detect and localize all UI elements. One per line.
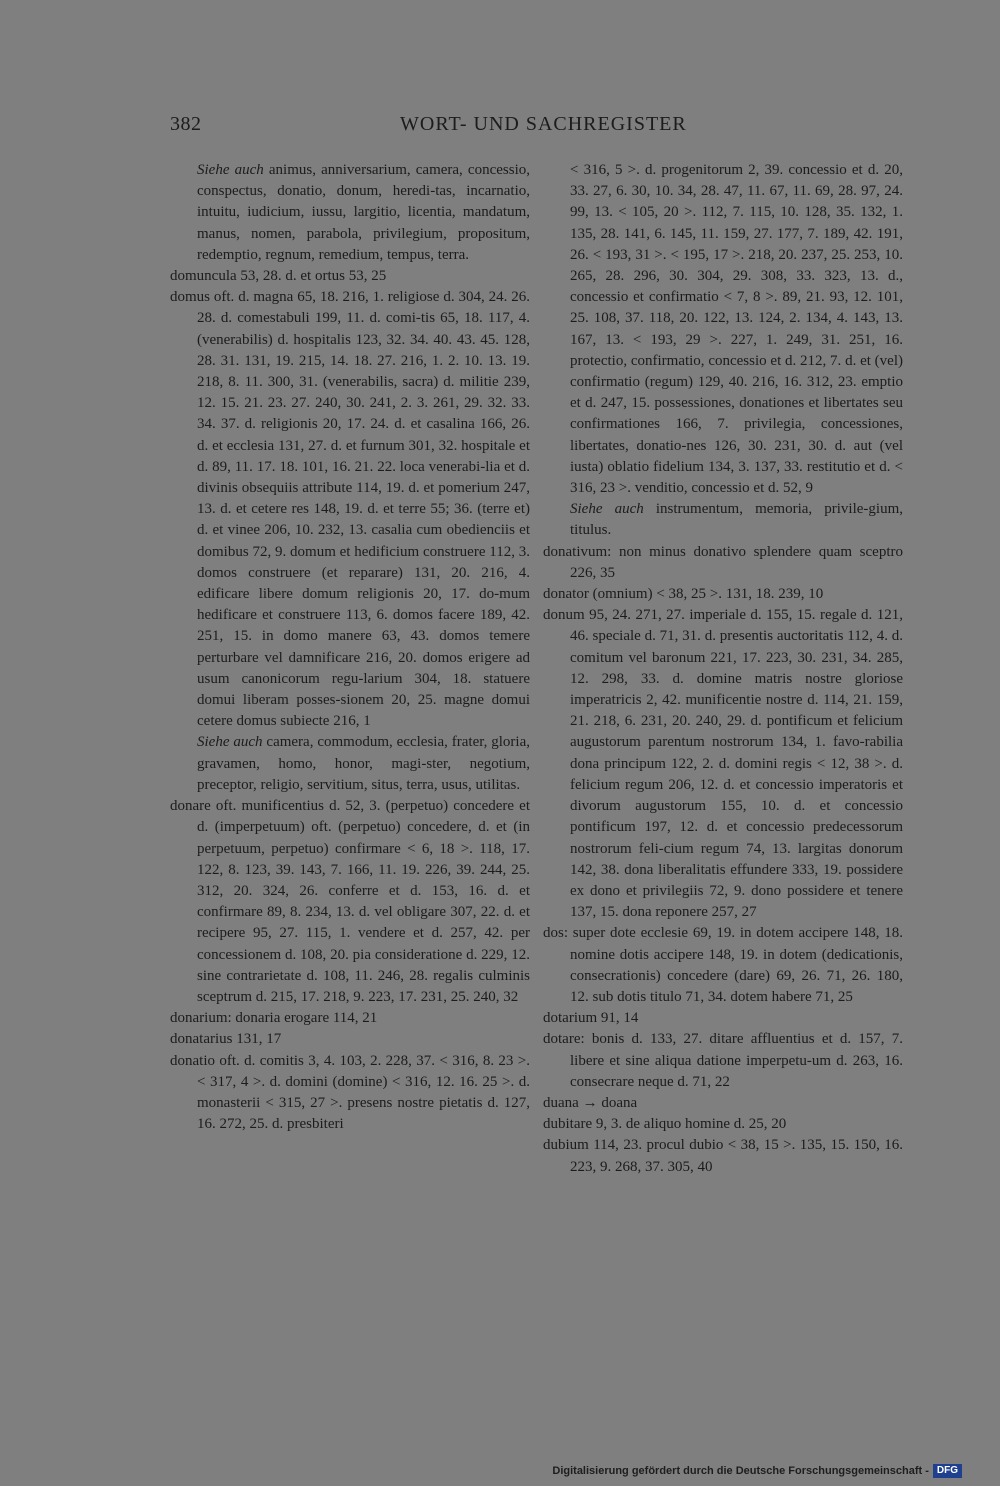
entry-text: < 316, 5 >. d. progenitorum 2, 39. concessio et d. 20, 33. 27, 6. 30, 10. 34, 28. 47, 11. 67, 11. 69, 28. 97, 24. 99, 13. < 105, 20 >. 112, 7. 115, 10. 128, 35. 132, 1. 135, 28. 141, 6. 145, 11. 159, 27. 177, 7. 189, 42. 191, 26. < 193, 31 >. < 195, 17 >. 218, 20. 237, 25. 253, 10. 265, 28. 296, 30. 304, 29. 308, 33. 323, 13. d., concessio et confirmatio < 7, 8 >. 89, 21. 93, 12. 101, 25. 108, 37. 118, 20. 122, 13. 124, 2. 134, 4. 143, 13. 167, 13. < 193, 29 >. 227, 1. 249, 31. 251, 16. protectio, confirmatio, concessio et d. 212, 7. d. et (vel) confirmatio (regum) 129, 40. 216, 16. 312, 23. emptio et d. 247, 15. possessiones, donationes et libertates seu confirmationes 166, 7. privilegia, concessiones, libertates, donatio-nes 126, 30. 231, 30. d. aut (vel iusta) oblatio fidelium 134, 3. 137, 33. restitutio et d. < 316, 23 >. venditio, concessio et d. 52, 9 — [570, 162, 903, 497]
entry-text: animus, anniversarium, camera, concessio, conspectus, donatio, donum, heredi-tas, incarnatio, intuitu, iudicium, iussu, largitio, licentia, mandatum, manus, nomen, parabola, privilegium, propositum, redemptio, regnum, remedium, tempus, terra. — [197, 162, 530, 263]
cross-reference — [170, 732, 530, 796]
entry-text: donator (omnium) < 38, 25 >. 131, 18. 239, 10 — [543, 586, 824, 603]
see-also-label: Siehe auch — [570, 501, 644, 518]
right-column — [543, 160, 903, 1178]
entry-text: dotare: bonis d. 133, 27. ditare affluentius et d. 157, 7. libere et sine aliqua datione imperpetu-um d. 263, 16. consecrare neque d. 71, 22 — [543, 1031, 903, 1090]
dfg-logo: DFG — [933, 1464, 962, 1478]
index-entry — [543, 1114, 903, 1135]
entry-text: donatio oft. d. comitis 3, 4. 103, 2. 228, 37. < 316, 8. 23 >. < 317, 4 >. d. domini (domine) < 316, 12. 16. 25 >. d. monasterii < 315, 27 >. presens nostre pietatis d. 127, 16. 272, 25. d. presbiteri — [170, 1052, 530, 1133]
index-entry — [543, 1029, 903, 1093]
entry-text: donum 95, 24. 271, 27. imperiale d. 155, 15. regale d. 121, 46. speciale d. 71, 31. d. presentis auctoritatis 112, 4. d. comitum vel baronum 221, 17. 223, 30. 231, 34. 285, 12. 298, 33. d. domine matris nostre gloriose imperatricis 2, 42. munificentie nostre d. 114, 21. 159, 21. 218, 6. 231, 20. 240, 29. d. pontificum et felicium augustorum parentum nostrorum 134, 1. favo-rabilia dona principum 122, 2. d. domini regis < 12, 38 >. d. felicium regum 206, 12. d. et concessio imperatoris et divorum augustorum 155, 10. d. et concessio pontificum 197, 12. d. et concessio predecessorum nostrorum feli-cium regum 74, 13. largitas donorum 142, 38. dona liberalitatis effundere 333, 19. possidere ex dono et privilegiis 72, 9. dono possidere et tenere 137, 15. dona reponere 257, 27 — [543, 607, 903, 921]
footer-credit — [552, 1464, 962, 1478]
running-title: WORT- UND SACHREGISTER — [400, 113, 687, 135]
entry-text: donatarius 131, 17 — [170, 1031, 282, 1048]
index-entry — [543, 1093, 903, 1114]
index-entry — [543, 1008, 903, 1029]
left-column — [170, 160, 530, 1135]
index-entry — [170, 266, 530, 287]
entry-text: instrumentum, memoria, privile-gium, titulus. — [570, 501, 903, 539]
index-entry — [170, 1008, 530, 1029]
index-entry — [170, 287, 530, 732]
entry-text: camera, commodum, ecclesia, frater, gloria, gravamen, homo, honor, magi-ster, negotium, preceptor, religio, servitium, situs, terra, usus, utilitas. — [197, 734, 530, 793]
index-entry — [543, 1135, 903, 1177]
entry-text: dubitare 9, 3. de aliquo homine d. 25, 20 — [543, 1116, 787, 1133]
entry-text: domus oft. d. magna 65, 18. 216, 1. religiose d. 304, 24. 26. 28. d. comestabuli 199, 11. d. comi-tis 65, 18. 117, 4. (venerabilis) d. hospitalis 123, 32. 34. 40. 43. 45. 128, 28. 31. 131, 19. 215, 14. 18. 27. 216, 1. 2. 10. 13. 19. 218, 8. 11. 300, 31. (venerabilis, sacra) d. militie 239, 12. 15. 21. 23. 27. 240, 30. 241, 2. 3. 261, 29. 32. 33. 34. 37. d. religionis 20, 17. 24. d. et casalina 166, 26. d. et ecclesia 131, 27. d. et furnum 301, 32. hospitale et d. 89, 11. 17. 18. 101, 16. 21. 22. loca venerabi-lia et d. divinis obsequiis attribute 114, 19. d. et pomerium 247, 13. d. et cetere res 148, 19. d. et terre 55; 36. (terre et) d. et vinee 206, 10. 232, 13. casalia cum obedienciis et domibus 72, 9. domum et hedificium construere 112, 3. domos construere (et reparare) 131, 20. 216, 4. edificare libere domum religionis 20, 17. do-mum hedificare et construere 113, 6. domos facere 189, 42. 251, 15. in domo manere 63, 43. domos temere perturbare vel damnificare 216, 20. domos erigere ad usum canonicorum regu-larium 304, 18. statuere domui liberam posses-sionem 20, 25. magne domui cetere domus subiecte 216, 1 — [170, 289, 530, 730]
index-entry — [543, 605, 903, 923]
entry-text: dotarium 91, 14 — [543, 1010, 639, 1027]
entry-text: dos: super dote ecclesie 69, 19. in dotem accipere 148, 18. nomine dotis accipere 148, 19. in dotem (dedicationis, consecrationis) concedere (dare) 69, 26. 71, 26. 180, 12. sub dotis titulo 71, 34. dotem habere 71, 25 — [543, 925, 903, 1005]
entry-text: donativum: non minus donativo splendere quam sceptro 226, 35 — [543, 543, 903, 581]
footer-credit-text: Digitalisierung gefördert durch die Deutsche Forschungsgemeinschaft - — [552, 1465, 929, 1477]
index-entry — [543, 542, 903, 584]
index-entry — [543, 584, 903, 605]
entry-text: donarium: donaria erogare 114, 21 — [170, 1010, 378, 1027]
index-entry — [543, 923, 903, 1008]
index-entry — [170, 1051, 530, 1136]
entry-text: donare oft. munificentius d. 52, 3. (perpetuo) concedere et d. (imperpetuum) oft. (perpetuo) concedere, d. et (in perpetuum, perpetuo) confirmare < 6, 18 >. 118, 17. 122, 8. 123, 39. 143, 7. 166, 11. 19. 226, 39. 244, 25. 312, 20. 324, 26. conferre et d. 153, 16. d. et confirmare 89, 8. 234, 13. d. vel obligare 307, 22. d. et recipere 95, 27. 115, 1. vendere et d. 257, 42. per concessionem d. 108, 20. pia consideratione d. 229, 12. sine contrarietate d. 108, 11. 246, 28. regalis culminis sceptrum d. 215, 17. 218, 9. 223, 17. 231, 25. 240, 32 — [170, 798, 530, 1005]
see-also-label: Siehe auch — [197, 162, 264, 178]
index-entry — [170, 1029, 530, 1050]
entry-text: dubium 114, 23. procul dubio < 38, 15 >. 135, 15. 150, 16. 223, 9. 268, 37. 305, 40 — [543, 1137, 903, 1175]
index-entry — [170, 796, 530, 1008]
entry-text: domuncula 53, 28. d. et ortus 53, 25 — [170, 268, 387, 285]
cross-reference — [543, 160, 903, 499]
cross-reference — [543, 499, 903, 541]
entry-text: duana → doana — [543, 1094, 638, 1111]
page-number: 382 — [170, 113, 202, 135]
see-also-label: Siehe auch — [197, 734, 263, 751]
cross-reference — [170, 160, 530, 266]
